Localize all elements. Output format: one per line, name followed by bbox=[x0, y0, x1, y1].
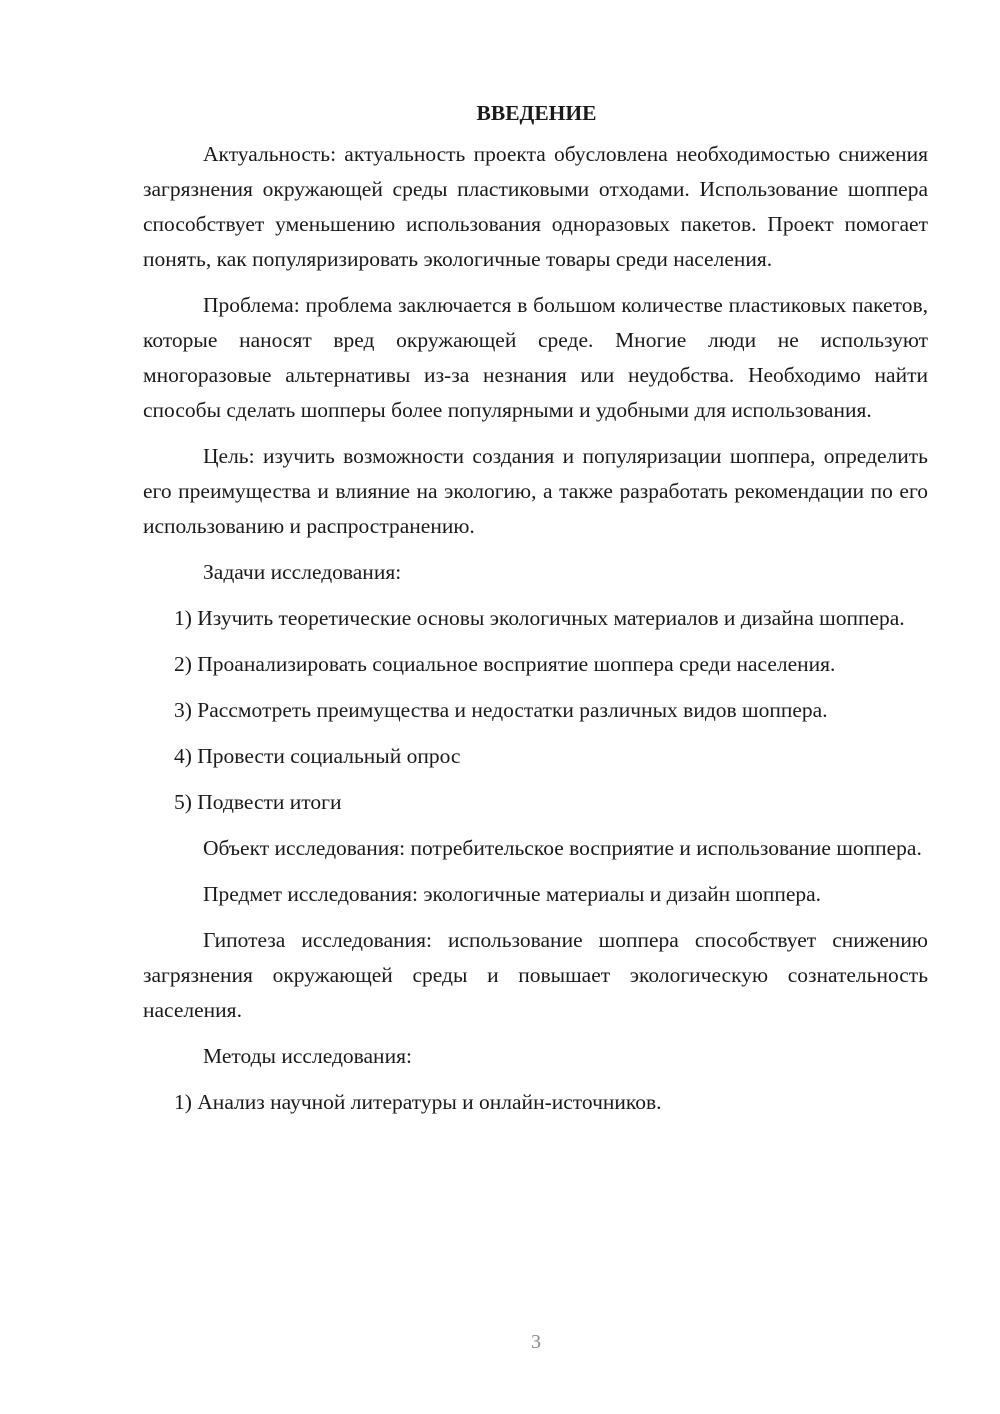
task-item-4: 4) Провести социальный опрос bbox=[174, 744, 461, 768]
paragraph-relevance: Актуальность: актуальность проекта обусловлена необходимостью снижения загрязнения окружающей среды пластиковыми отходами. Использование шоппера способствует уменьшению использования одноразовых пакетов. Проект помогает понять, как популяризировать экологичные товары среди населения. bbox=[143, 142, 928, 271]
methods-heading: Методы исследования: bbox=[203, 1044, 412, 1068]
tasks-heading: Задачи исследования: bbox=[203, 560, 402, 584]
task-item-3: 3) Рассмотреть преимущества и недостатки различных видов шоппера. bbox=[174, 698, 828, 722]
paragraph-hypothesis: Гипотеза исследования: использование шоппера способствует снижению загрязнения окружающей среды и повышает экологическую сознательность населения. bbox=[143, 928, 928, 1022]
paragraph-subject: Предмет исследования: экологичные материалы и дизайн шоппера. bbox=[203, 882, 822, 906]
task-item-1: 1) Изучить теоретические основы экологичных материалов и дизайна шоппера. bbox=[174, 606, 905, 630]
page-number: 3 bbox=[531, 1331, 541, 1353]
task-item-5: 5) Подвести итоги bbox=[174, 790, 342, 814]
paragraph-object: Объект исследования: потребительское восприятие и использование шоппера. bbox=[203, 836, 922, 860]
method-item-1: 1) Анализ научной литературы и онлайн-источников. bbox=[174, 1090, 662, 1114]
paragraph-goal: Цель: изучить возможности создания и популяризации шоппера, определить его преимущества и влияние на экологию, а также разработать рекомендации по его использованию и распространению. bbox=[143, 444, 928, 538]
paragraph-problem: Проблема: проблема заключается в большом количестве пластиковых пакетов, которые наносят вред окружающей среде. Многие люди не используют многоразовые альтернативы из-за незнания или неудобства. Необходимо найти способы сделать шопперы более популярными и удобными для использования. bbox=[143, 293, 928, 422]
page-content bbox=[143, 96, 928, 1131]
task-item-2: 2) Проанализировать социальное восприятие шоппера среди населения. bbox=[174, 652, 836, 676]
page-title: ВВЕДЕНИЕ bbox=[476, 101, 597, 125]
